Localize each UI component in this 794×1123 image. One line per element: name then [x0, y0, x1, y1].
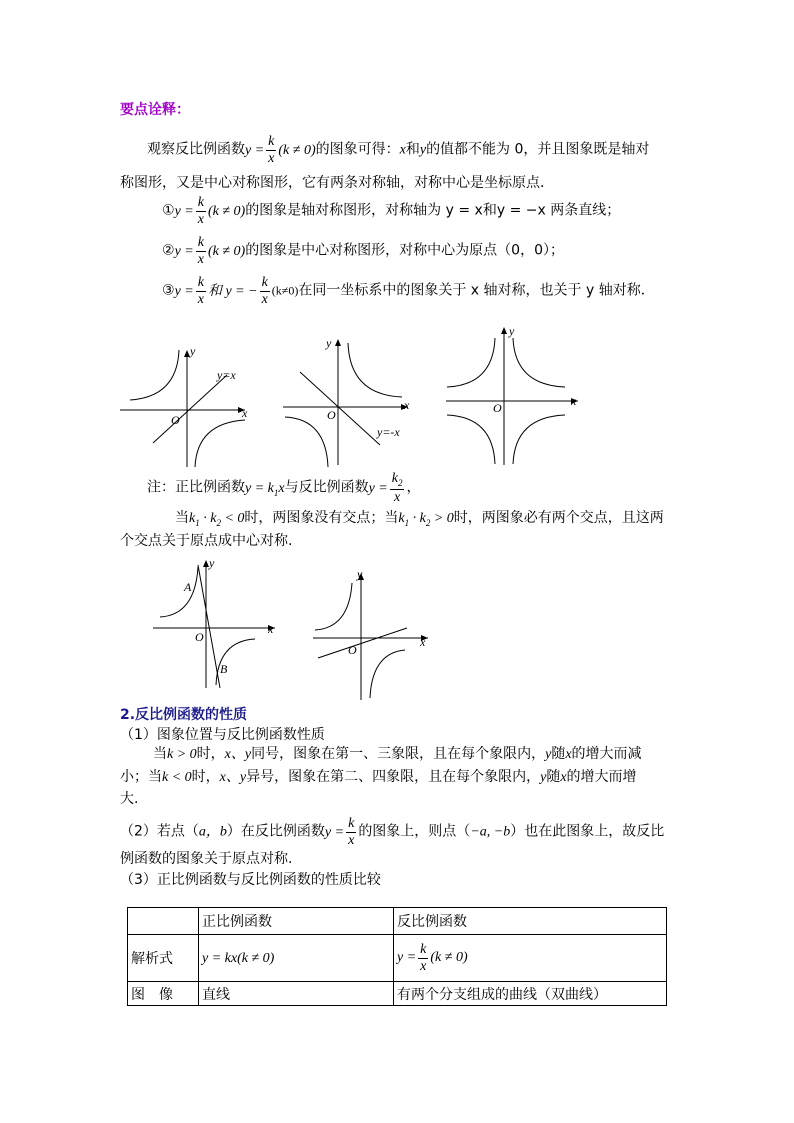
svg-text:x: x — [404, 398, 410, 412]
graph-no-intersection — [150, 555, 280, 690]
item-3-text: 在同一坐标系中的图象关于 x 轴对称，也关于 y 轴对称． — [298, 282, 655, 299]
para1-line1: 观察反比例函数y = $\frac{k}{x}$ (k ≠ 0)的图象可得：x和y的值都不能为 0，并且图象既是轴对 — [147, 134, 650, 166]
svg-text:x: x — [571, 394, 577, 408]
section2-sub2: （2）若点（a，b）在反比例函数y = $\frac{k}{x}$ 的图象上，则点（−a, −b）也在此图象上，故反比 — [120, 816, 665, 848]
item-2: ②y = $\frac{k}{x}$ (k ≠ 0)的图象是中心对称图形，对称中心为原点（0，0）； — [162, 235, 565, 267]
section2-p1: 当k > 0时，x、y同号，图象在第一、三象限，且在每个象限内，y随x的增大而减 — [153, 746, 642, 762]
table-row — [128, 935, 667, 982]
table-header-inverse: 反比例函数 — [394, 908, 667, 935]
formula-inverse: y = $\frac{k}{x}$ (k ≠ 0) — [245, 134, 316, 166]
para1-line2: 称图形，又是中心对称图形，它有两条对称轴，对称中心是坐标原点． — [120, 175, 554, 191]
note-line2: 当$k_1 \cdot k_2 < 0$时，两图象没有交点；当$k_1 \cdot k_2 > 0$时，两图象必有两个交点，且这两 — [175, 510, 664, 528]
comparison-table — [127, 907, 667, 1006]
table-cell: y = $\frac{k}{x}$ (k ≠ 0) — [394, 935, 667, 982]
svg-text:y=x: y=x — [217, 368, 236, 382]
svg-text:O: O — [171, 413, 180, 427]
table-row — [128, 982, 667, 1006]
svg-text:x: x — [268, 622, 274, 636]
section2-p3: 大. — [120, 791, 139, 807]
item-3: ③y = $\frac{k}{x}$ 和 y = − $\frac{k}{x}$ (k≠0)在同一坐标系中的图象关于 x 轴对称，也关于 y 轴对称． — [162, 275, 655, 307]
graph-y-eq-neg-x — [280, 335, 415, 470]
item-2-text: 的图象是中心对称图形，对称中心为原点（0，0）； — [245, 242, 565, 259]
svg-text:B: B — [220, 662, 228, 676]
svg-text:y: y — [190, 345, 196, 358]
section2-p2: 小；当k < 0时，x、y异号，图象在第二、四象限，且在每个象限内，y随x的增大而增 — [120, 769, 637, 785]
table-row-label: 解析式 — [128, 935, 199, 982]
svg-text:y: y — [357, 568, 363, 581]
graph-four-branches — [443, 323, 585, 468]
note-line3: 个交点关于原点成中心对称. — [120, 533, 293, 549]
svg-text:O: O — [348, 643, 357, 657]
svg-text:x: x — [242, 406, 248, 420]
section2-sub2-cont: 例函数的图象关于原点对称. — [120, 851, 293, 867]
svg-text:y=-x: y=-x — [377, 425, 400, 439]
table-header-row — [128, 908, 667, 935]
svg-text:x: x — [420, 635, 426, 649]
graph-y-eq-x — [115, 345, 255, 470]
svg-text:O: O — [493, 401, 502, 415]
section2-sub1: （1）图象位置与反比例函数性质 — [120, 727, 325, 743]
svg-text:O: O — [195, 630, 204, 644]
svg-text:y: y — [209, 556, 215, 570]
table-header-direct: 正比例函数 — [199, 908, 394, 935]
section2-title: 2.反比例函数的性质 — [120, 707, 248, 723]
svg-text:A: A — [184, 580, 192, 594]
item-1-text: 的图象是轴对称图形，对称轴为 y = x和y = −x 两条直线； — [245, 202, 621, 219]
section-title: 要点诠释： — [120, 102, 190, 118]
table-cell: y = kx(k ≠ 0) — [199, 935, 394, 982]
table-header-empty — [128, 908, 199, 935]
svg-text:O: O — [327, 408, 336, 422]
item-1: ①y = $\frac{k}{x}$ (k ≠ 0)的图象是轴对称图形，对称轴为 y = x和y = −x 两条直线； — [162, 195, 621, 227]
section2-sub3: （3）正比例函数与反比例函数的性质比较 — [120, 872, 381, 888]
table-row-label: 图 像 — [128, 982, 199, 1006]
table-cell: 有两个分支组成的曲线（双曲线） — [394, 982, 667, 1006]
svg-text:y: y — [326, 336, 332, 350]
graph-two-intersections — [310, 568, 435, 703]
svg-text:y: y — [509, 324, 515, 338]
table-cell: 直线 — [199, 982, 394, 1006]
note-line1: 注：正比例函数$y = k_1x$与反比例函数y = $\frac{k_2}{x}$ ， — [147, 471, 421, 505]
